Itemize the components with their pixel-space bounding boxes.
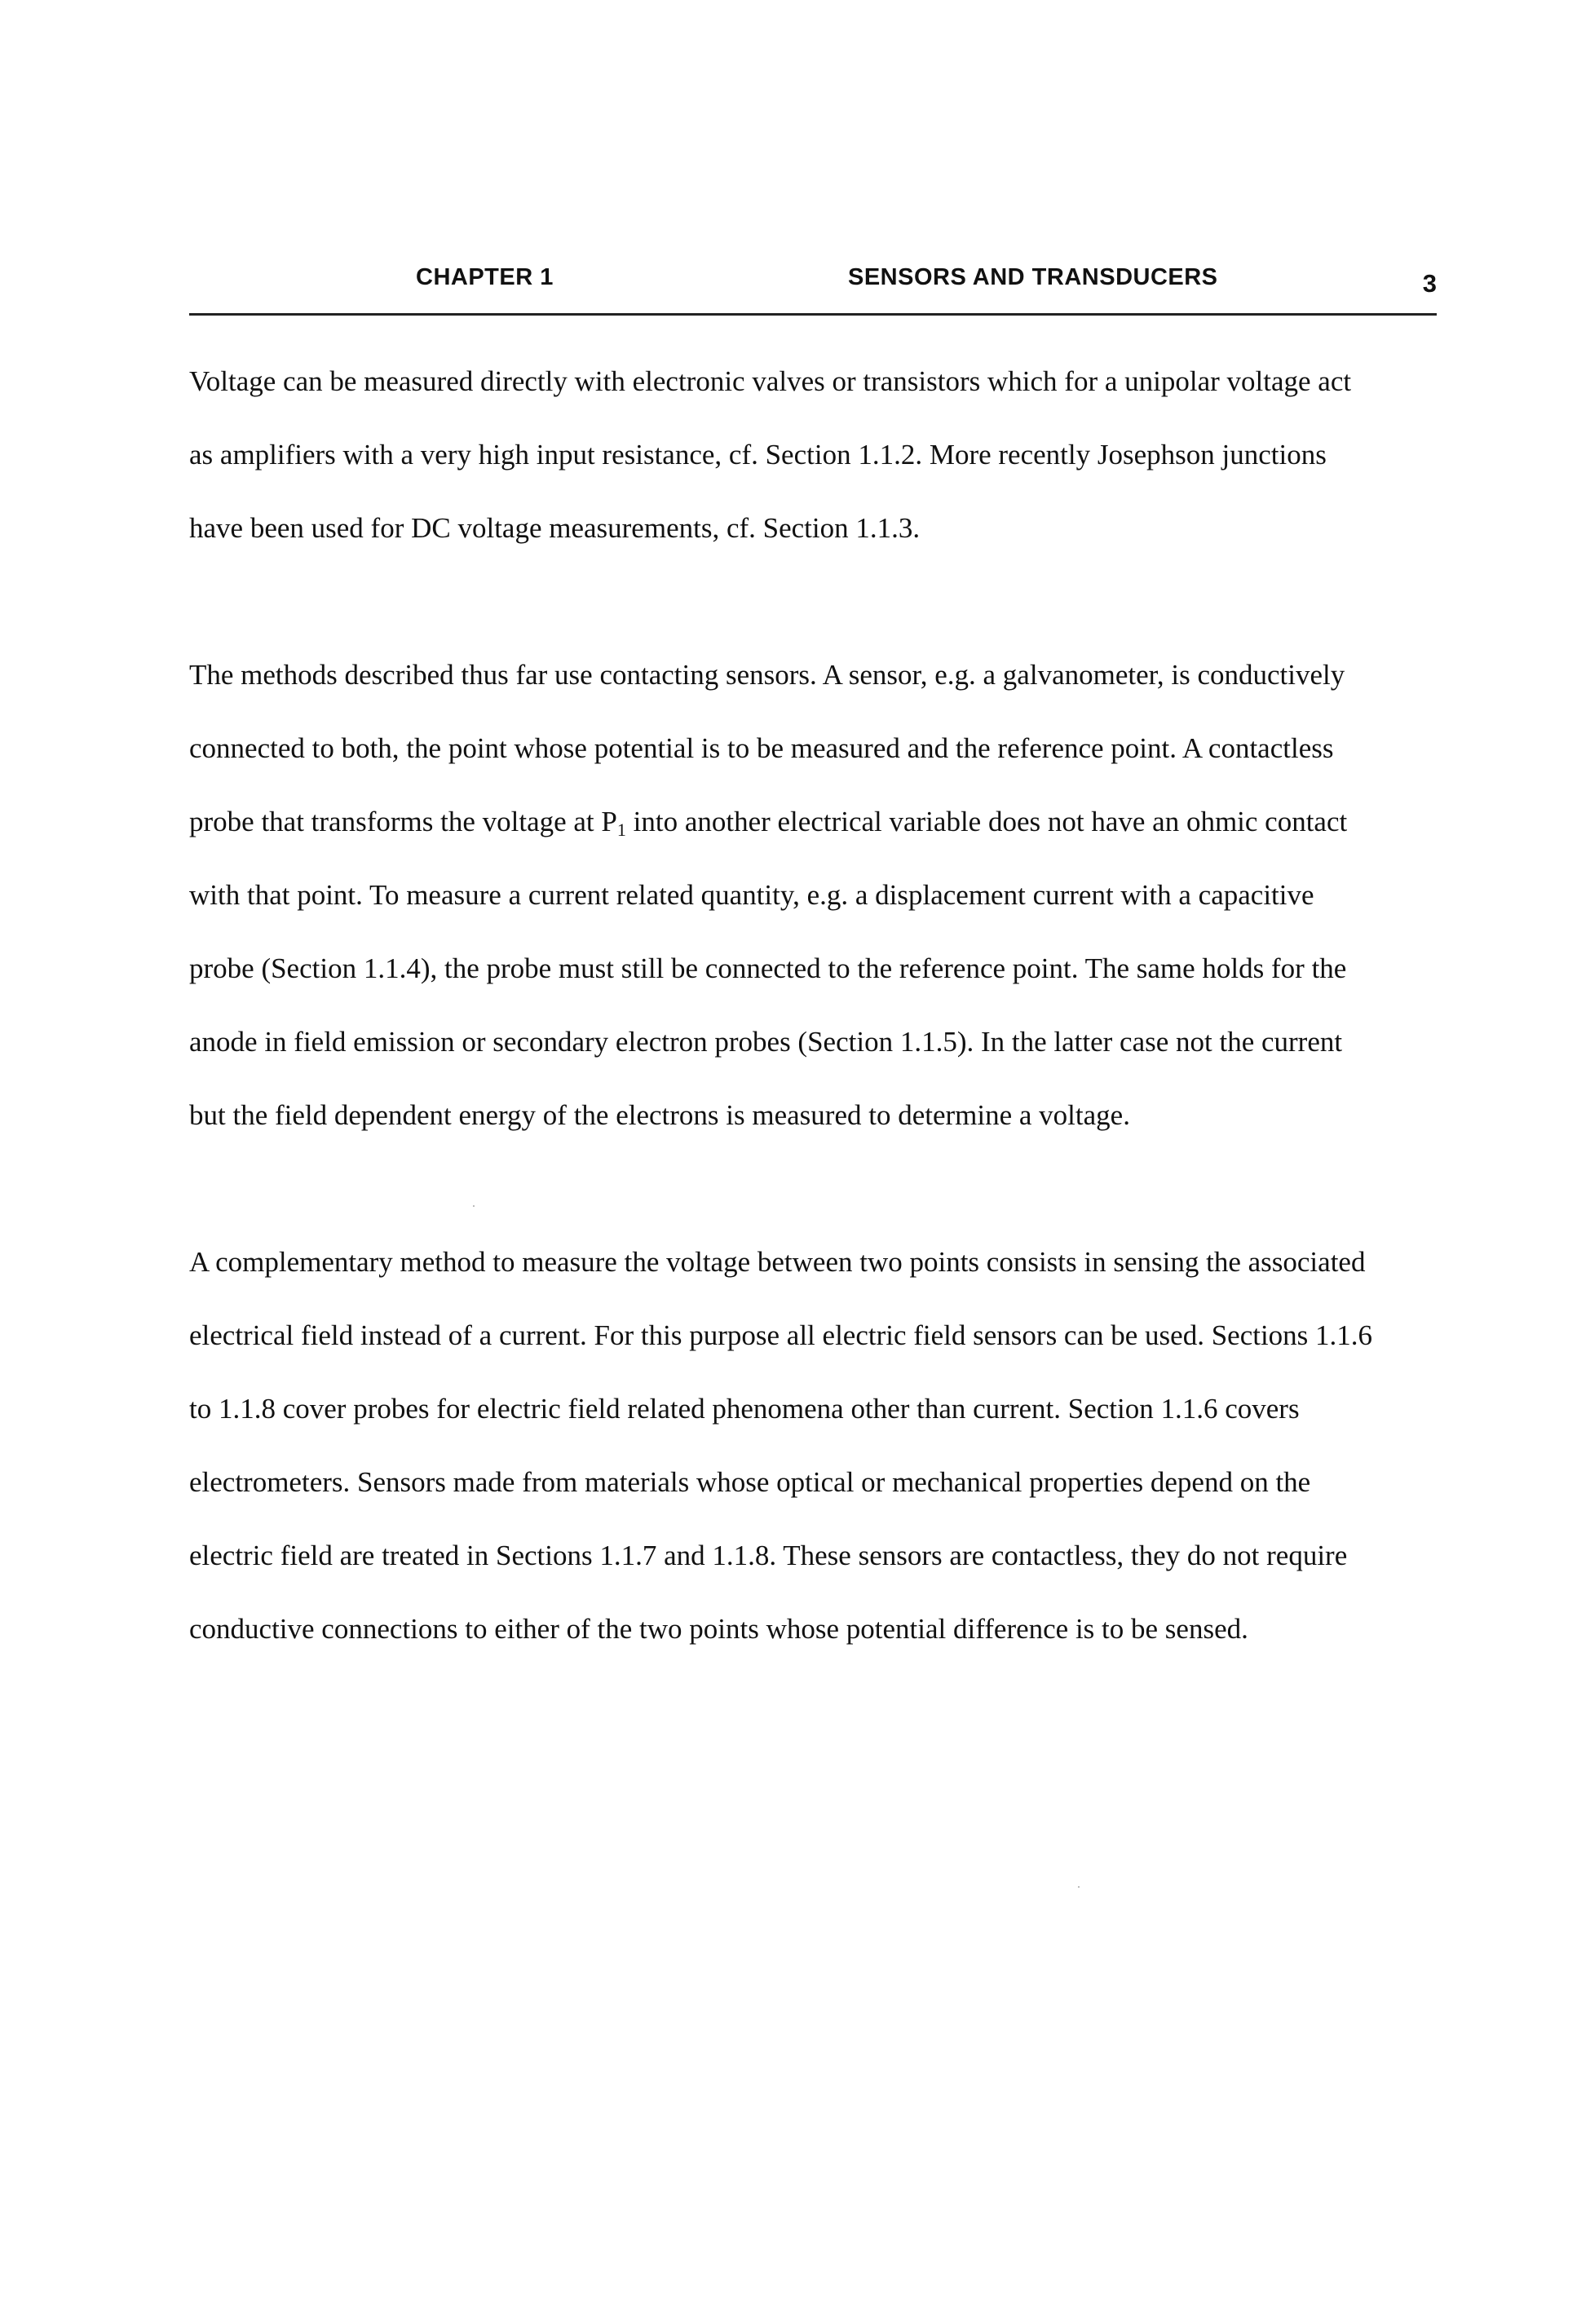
- chapter-title: SENSORS AND TRANSDUCERS: [848, 264, 1218, 290]
- text-line: as amplifiers with a very high input resistance, cf. Section 1.1.2. More recently Josephson junctions: [189, 439, 1327, 471]
- scan-speck: [1078, 1886, 1080, 1888]
- paragraph-2: [189, 620, 1461, 1170]
- text-fragment: into another electrical variable does not have an ohmic contact: [625, 806, 1348, 837]
- text-line: to 1.1.8 cover probes for electric field related phenomena other than current. Section 1.1.6 covers: [189, 1393, 1300, 1425]
- text-line: electrical field instead of a current. For this purpose all electric field sensors can be used. Sections 1.1.6: [189, 1319, 1373, 1351]
- text-line: electric field are treated in Sections 1.1.7 and 1.1.8. These sensors are contactless, they do not require: [189, 1540, 1348, 1571]
- page-number: 3: [1422, 269, 1437, 298]
- text-line: probe (Section 1.1.4), the probe must still be connected to the reference point. The same holds for the: [189, 952, 1347, 984]
- text-line: The methods described thus far use contacting sensors. A sensor, e.g. a galvanometer, is conductively: [189, 659, 1345, 691]
- text-line-with-subscript: [189, 803, 1461, 840]
- chapter-label: CHAPTER 1: [416, 264, 554, 290]
- text-line: electrometers. Sensors made from materials whose optical or mechanical properties depend on the: [189, 1466, 1311, 1498]
- text-fragment: probe that transforms the voltage at P: [189, 806, 617, 837]
- paragraph-1: [189, 326, 1461, 583]
- text-line: connected to both, the point whose potential is to be measured and the reference point. A contactless: [189, 732, 1334, 764]
- subscript: 1: [616, 820, 626, 840]
- body-text: [189, 326, 1461, 1721]
- header-rule: [189, 313, 1437, 316]
- scan-speck: [473, 1205, 475, 1207]
- text-line: Voltage can be measured directly with electronic valves or transistors which for a unipolar voltage act: [189, 365, 1352, 397]
- paragraph-3: [189, 1207, 1461, 1684]
- text-line: anode in field emission or secondary electron probes (Section 1.1.5). In the latter case not the current: [189, 1026, 1343, 1058]
- text-line: but the field dependent energy of the electrons is measured to determine a voltage.: [189, 1099, 1130, 1131]
- running-header: [189, 259, 1437, 308]
- text-line: conductive connections to either of the two points whose potential difference is to be sensed.: [189, 1613, 1248, 1645]
- text-line: A complementary method to measure the voltage between two points consists in sensing the associated: [189, 1246, 1366, 1278]
- text-line: have been used for DC voltage measurements, cf. Section 1.1.3.: [189, 512, 921, 544]
- text-line: with that point. To measure a current related quantity, e.g. a displacement current with a capacitive: [189, 879, 1314, 911]
